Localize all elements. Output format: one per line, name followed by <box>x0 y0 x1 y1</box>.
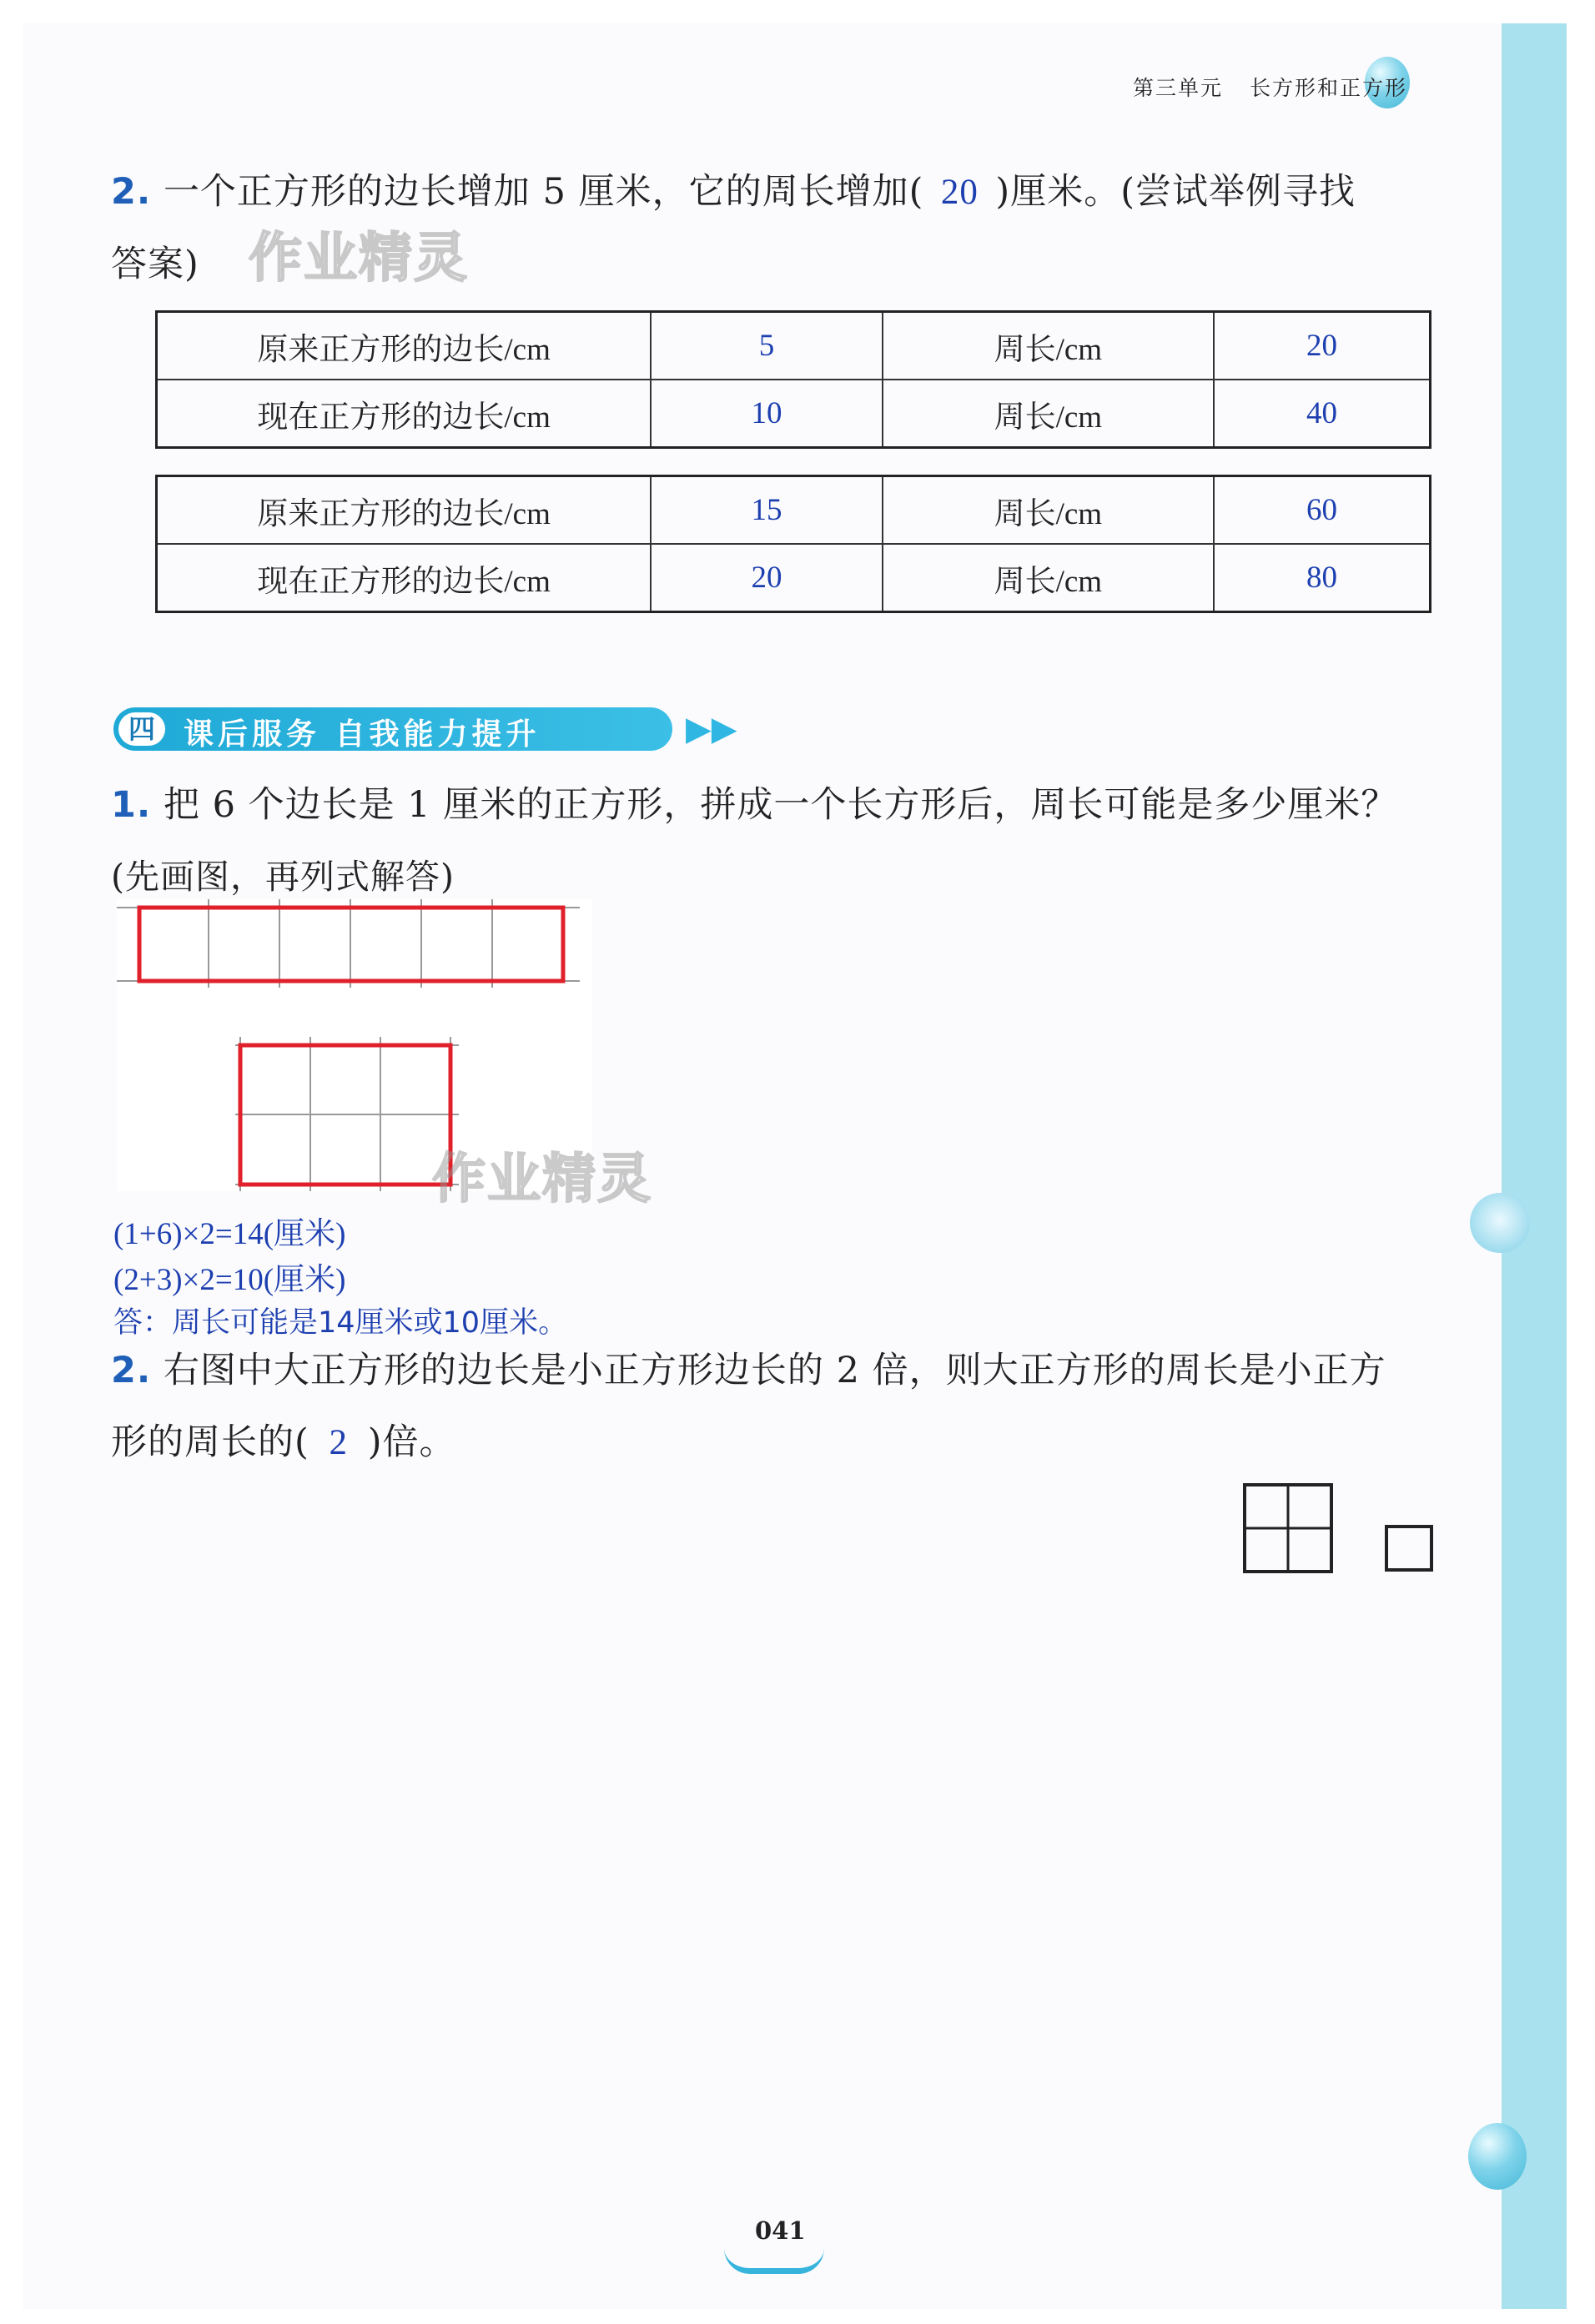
kid-face-icon <box>1470 1193 1530 1253</box>
table-row <box>157 544 1431 612</box>
table-cell: 原来正方形的边长/cm <box>157 476 652 545</box>
page-number-decoration <box>724 2248 824 2274</box>
question-text: 一个正方形的边长增加 5 厘米，它的周长增加( <box>163 171 924 213</box>
table-cell: 现在正方形的边长/cm <box>157 544 652 612</box>
table-cell: 周长/cm <box>883 544 1214 612</box>
work-line-2: (2+3)×2=10(厘米) <box>113 1263 346 1297</box>
question-1 <box>111 769 1437 913</box>
table-row <box>157 380 1431 448</box>
small-square <box>1386 1527 1431 1570</box>
question-text-line2: 形的周长的( <box>111 1421 309 1463</box>
table-cell: 周长/cm <box>883 312 1214 380</box>
question-text-line2: 答案) <box>111 244 199 285</box>
watermark: 作业精灵 <box>249 228 469 289</box>
table-row <box>157 312 1431 380</box>
question-text: 右图中大正方形的边长是小正方形边长的 2 倍，则大正方形的周长是小正方 <box>163 1350 1386 1391</box>
answer-blank: 20 <box>940 173 979 212</box>
table-example-1 <box>155 310 1431 449</box>
question-number: 1. <box>111 784 152 826</box>
watermark: 作业精灵 <box>432 1149 652 1210</box>
question-text-line2-cont: )倍。 <box>367 1421 456 1463</box>
table-cell: 周长/cm <box>883 380 1214 448</box>
table-cell: 20 <box>651 544 882 612</box>
table-cell: 60 <box>1214 476 1431 545</box>
table-cell: 40 <box>1214 380 1431 448</box>
table-cell: 10 <box>651 380 882 448</box>
topic-label: 长方形和正方形 <box>1249 76 1407 100</box>
work-answer: 答：周长可能是14厘米或10厘米。 <box>113 1306 568 1340</box>
answer-blank: 2 <box>329 1423 349 1462</box>
balloon-icon <box>1468 2123 1527 2190</box>
question-number: 2. <box>111 171 152 213</box>
table-cell: 20 <box>1214 312 1431 380</box>
question-number: 2. <box>111 1350 152 1391</box>
question-text: 把 6 个边长是 1 厘米的正方形，拼成一个长方形后，周长可能是多少厘米？ <box>163 784 1398 826</box>
question-2b <box>111 1335 1437 1479</box>
table-cell: 15 <box>651 476 882 545</box>
decorative-side-band <box>1502 23 1567 2309</box>
squares-figure <box>1243 1483 1435 1575</box>
question-text-line2: (先画图，再列式解答) <box>111 857 455 897</box>
table-cell: 5 <box>651 312 882 380</box>
section-badge: 四 <box>118 712 165 746</box>
double-arrow-icon: ▶▶ <box>686 710 737 748</box>
section-title: 课后服务 自我能力提升 <box>184 717 541 752</box>
table-cell: 现在正方形的边长/cm <box>157 380 652 448</box>
work-line-1: (1+6)×2=14(厘米) <box>113 1217 346 1251</box>
table-cell: 原来正方形的边长/cm <box>157 312 652 380</box>
unit-label: 第三单元 <box>1132 76 1223 100</box>
page-header <box>1133 72 1407 102</box>
question-text-cont: )厘米。(尝试举例寻找 <box>995 171 1356 213</box>
section-banner <box>113 707 737 752</box>
table-cell: 周长/cm <box>883 476 1214 545</box>
table-example-2 <box>155 475 1431 613</box>
table-row <box>157 476 1431 545</box>
page-number: 041 <box>755 2216 806 2245</box>
table-cell: 80 <box>1214 544 1431 612</box>
